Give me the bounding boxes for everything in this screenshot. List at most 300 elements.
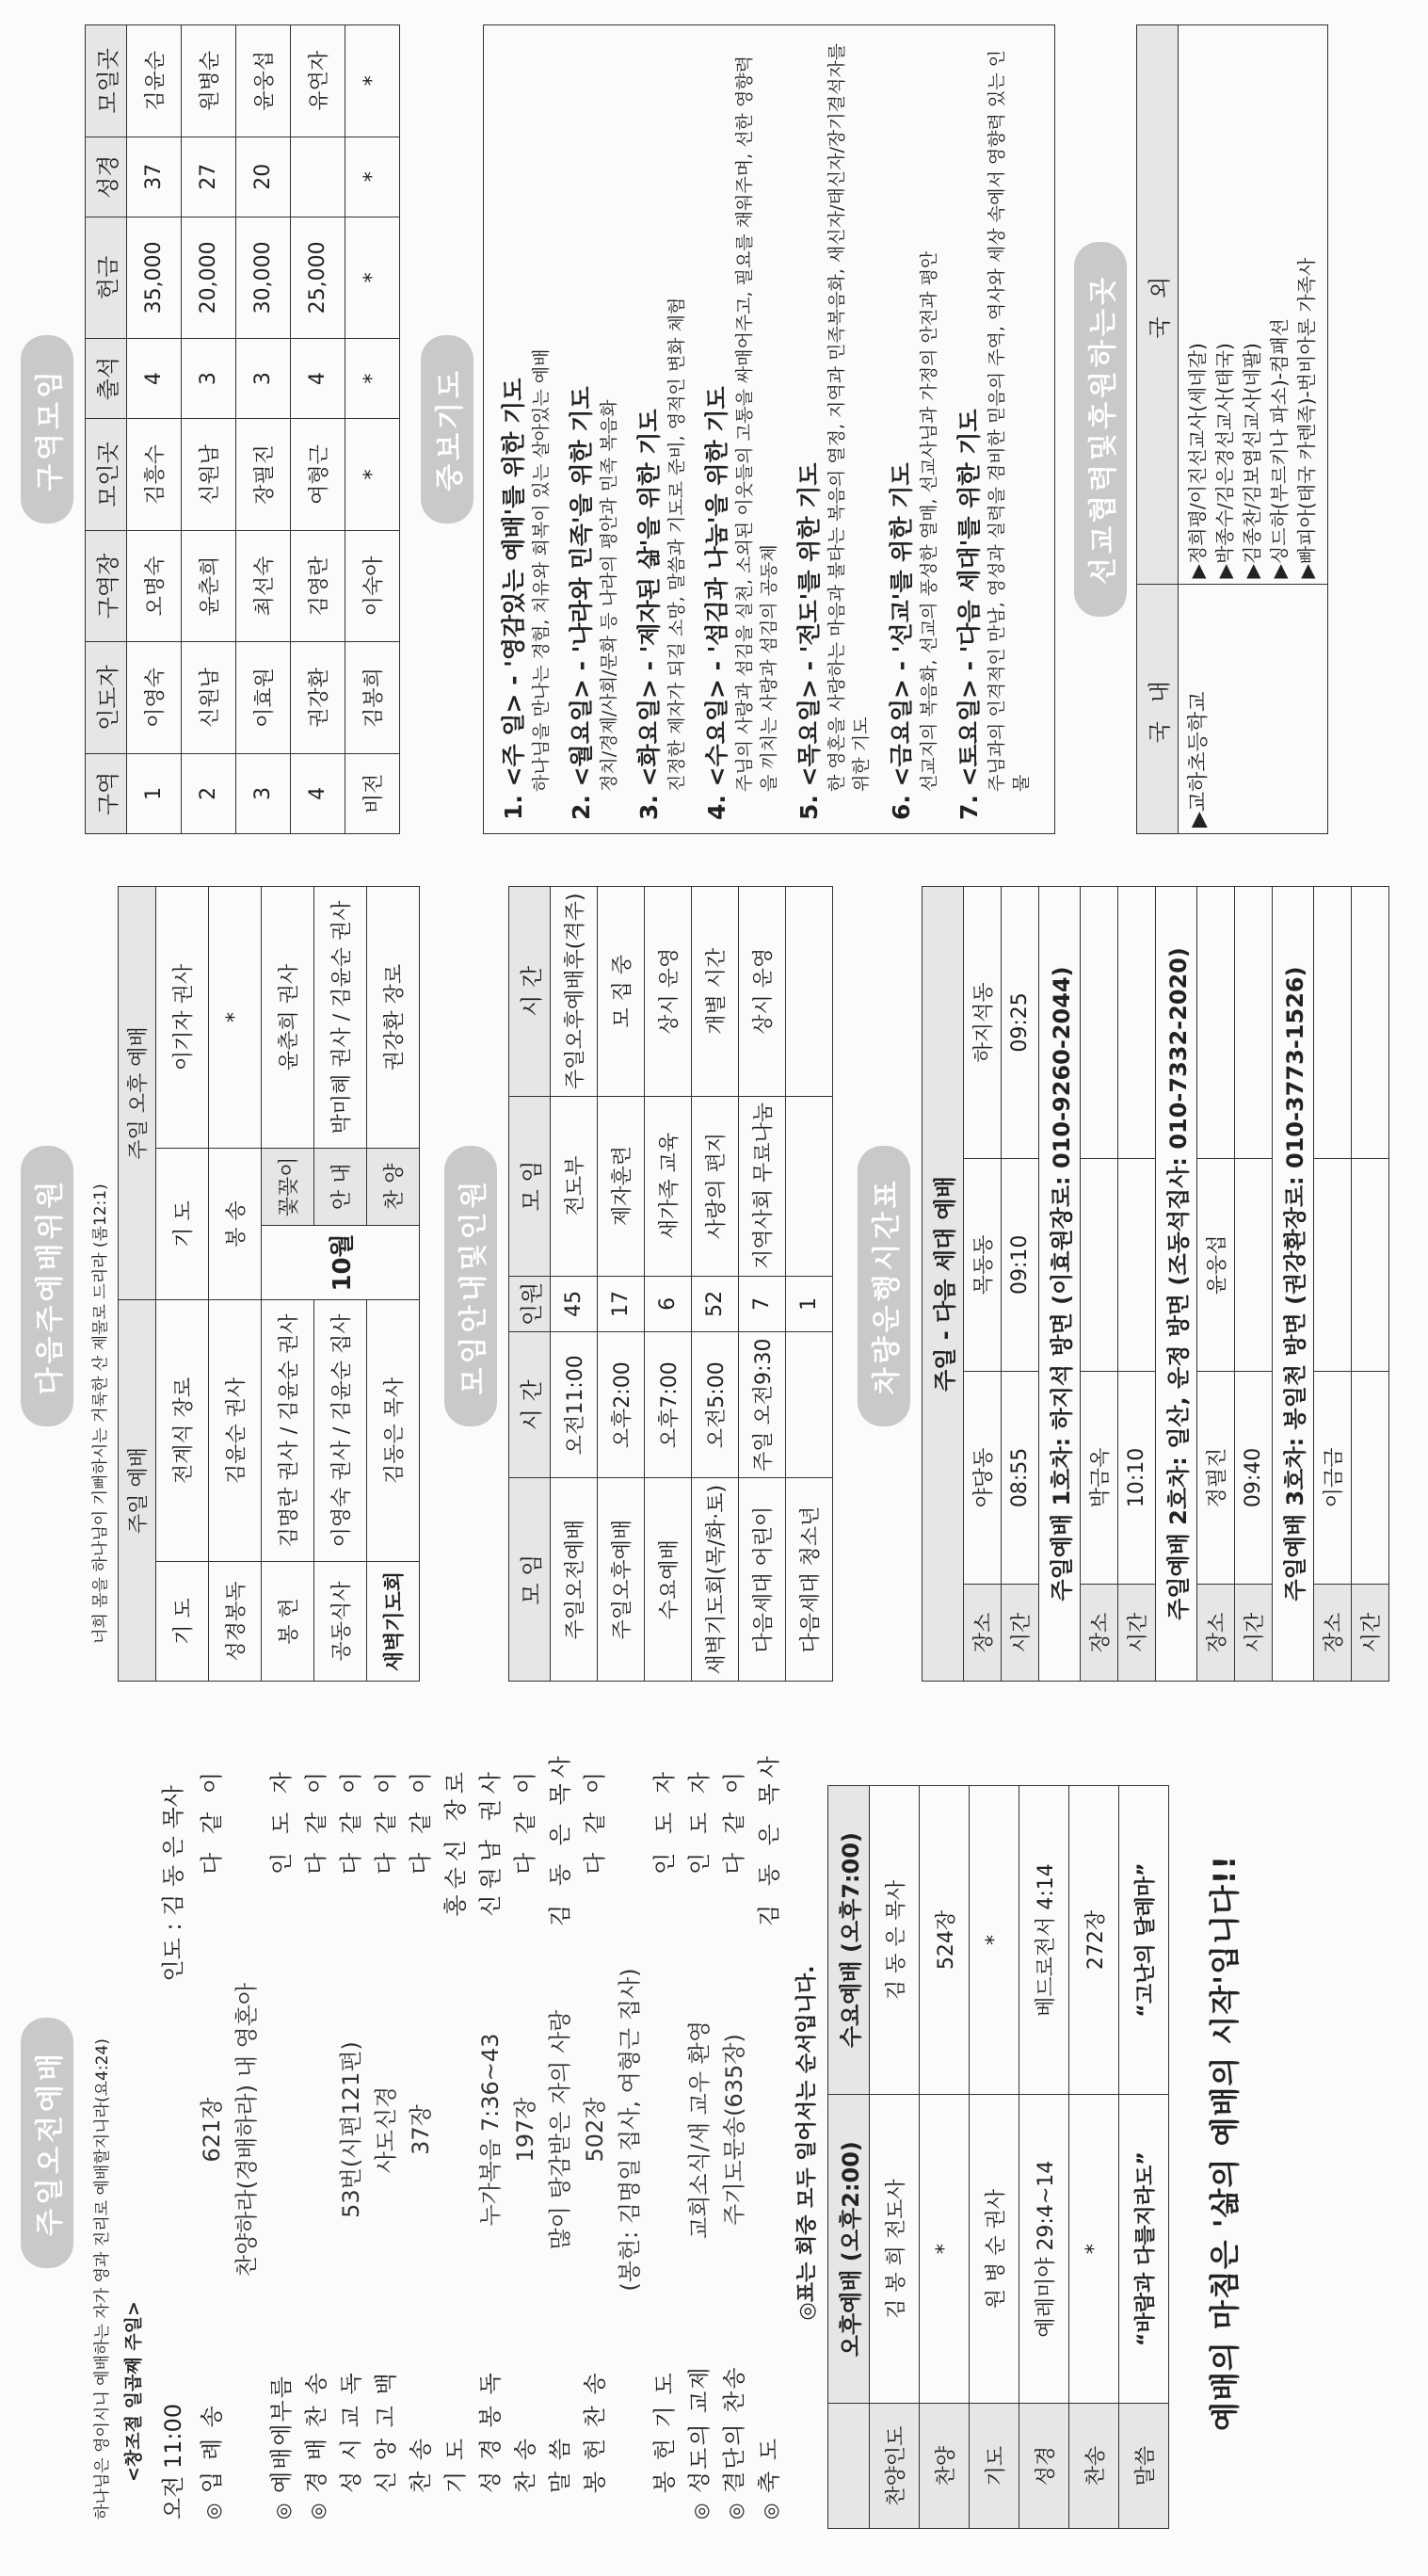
table-cell: 오전11:00 (551, 1332, 598, 1478)
row-label: 시간 (1235, 1585, 1273, 1682)
prayer-desc: 주님과의 인격적인 만남, 영성과 실력을 겸비한 믿음의 주역, 역사와 세상 속에서 영향력 있는 인물 (987, 49, 1032, 792)
order-item: 성 시 교 독 (338, 2371, 364, 2493)
closing-slogan: 예배의 마침은 '삶의 예배의 시작'입니다!! (1207, 1855, 1243, 2431)
table-cell: 정필진 (1197, 1371, 1235, 1584)
prayer-desc: 하나님을 만나는 경험, 치유와 회복이 있는 살아있는 예배 (531, 348, 552, 792)
table-cell: 이금금 (1314, 1371, 1352, 1584)
table-header-row (509, 887, 551, 1682)
table-cell: 김 봉 희 전도사 (870, 2095, 920, 2404)
table-cell: 20,000 (182, 217, 236, 338)
table-row (1273, 887, 1314, 1682)
order-person: 다 같 이 (303, 1766, 329, 1875)
order-detail: 621장 (199, 2097, 225, 2163)
order-person: 인 도 자 (268, 1766, 295, 1875)
prayer-title: 4. <수요일> - '섬김과 나눔'을 위한 기도 (703, 386, 730, 820)
role-label: 기 도 (156, 1149, 209, 1300)
column-header: 주일 오후 예배 (119, 887, 156, 1300)
table-cell: 09:10 (1002, 1158, 1039, 1371)
overseas-item: ▶정희평/이진선교사(세네갈) (1186, 343, 1209, 579)
table-cell: 이효원 (236, 642, 291, 754)
role-person: 이기자 권사 (156, 887, 209, 1149)
service-table (827, 1785, 1169, 2529)
order-row (715, 1766, 750, 2520)
order-person: 홍순신 장로 (442, 1766, 469, 1917)
role-person: 권강환 장로 (367, 887, 420, 1149)
table-cell (1314, 1158, 1352, 1371)
table-cell: 제자훈련 (598, 1096, 645, 1276)
column-header: 국 외 (1137, 25, 1179, 585)
role-label: 새벽기도회 (367, 1561, 420, 1681)
order-row (681, 1766, 715, 2520)
prayer-item (883, 39, 941, 820)
table-cell (1081, 887, 1118, 1159)
service-time: 오전 11:00 (160, 2403, 186, 2520)
role-label: 꽃꽂이 (262, 1149, 314, 1226)
prayer-item (698, 39, 781, 820)
column-header: 출석 (86, 338, 127, 418)
prayer-item (951, 39, 1034, 820)
order-row (437, 1766, 472, 2520)
table-row (182, 25, 236, 834)
table-cell: 272장 (1069, 1786, 1119, 2095)
district-table (85, 24, 400, 834)
mission-table (1136, 24, 1328, 834)
order-row (193, 1766, 228, 2520)
order-mark: ◎ (271, 2503, 294, 2520)
prayer-item (563, 39, 621, 820)
role-person: * (209, 887, 262, 1149)
order-person: 김 동 은 목사 (756, 1750, 782, 1926)
table-cell: 3 (182, 338, 236, 418)
table-row (645, 887, 692, 1682)
role-label: 안 내 (314, 1149, 367, 1226)
prayer-desc: 정치/경제/사회/문화 등 나라의 평안과 민족 복음화 (599, 399, 619, 792)
row-label: 말씀 (1119, 2404, 1169, 2529)
order-row (541, 1750, 576, 2520)
order-detail: 197장 (512, 2097, 538, 2163)
table-cell: 하지석동 (964, 887, 1002, 1159)
table-row (156, 887, 209, 1682)
order-person: 다 같 이 (512, 1766, 538, 1875)
order-mark: ◎ (306, 2503, 329, 2520)
table-cell: 신원남 (182, 642, 236, 754)
prayer-title: 5. <목요일> - '전도'를 위한 기도 (795, 462, 823, 820)
table-row (964, 887, 1002, 1682)
order-item: 축 도 (756, 2437, 782, 2493)
table-row (1039, 887, 1081, 1682)
column-header: 시 간 (509, 1332, 551, 1478)
row-label: 시간 (1002, 1585, 1039, 1682)
table-cell: 다음세대 어린이 (739, 1478, 786, 1682)
role-label: 봉 헌 (262, 1561, 314, 1681)
table-cell: 이영숙 (127, 642, 182, 754)
order-detail: (봉헌: 김명일 집사, 여형근 집사) (617, 1968, 643, 2292)
table-cell (291, 137, 345, 217)
order-person: 다 같 이 (408, 1766, 434, 1875)
column-header: 모 임 (509, 1478, 551, 1682)
prayer-title: 3. <화요일> - '제자된 삶'을 위한 기도 (635, 409, 663, 820)
table-row (345, 25, 400, 834)
schedule-column (0, 872, 1428, 1700)
order-detail: 주기도문송(635장) (721, 2034, 747, 2226)
order-person: 다 같 이 (721, 1766, 747, 1875)
table-cell: “바람과 다를지라도” (1119, 2095, 1169, 2404)
table-cell (1118, 1158, 1156, 1371)
role-person: 이영숙 권사 / 김윤순 집사 (314, 1299, 367, 1561)
table-cell: 김봉희 (345, 642, 400, 754)
table-row (209, 887, 262, 1682)
week-subtitle: <창조절 일곱째 주일> (123, 2301, 144, 2482)
prayer-item (495, 39, 554, 820)
column-header: 인도자 (86, 642, 127, 754)
table-cell: 09:25 (1002, 887, 1039, 1159)
order-person: 신원남 권사 (477, 1766, 504, 1917)
row-label: 기도 (970, 2404, 1019, 2529)
overseas-item: ▶싱드하(부르키나 파소)-컴패션 (1268, 318, 1291, 579)
table-cell (1314, 887, 1352, 1159)
table-header-row (86, 25, 127, 834)
table-row (1002, 887, 1039, 1682)
row-label: 장소 (1314, 1585, 1352, 1682)
order-of-worship (193, 1750, 785, 2520)
table-cell: 개별 시간 (692, 887, 739, 1097)
order-item: 봉 헌 찬 송 (582, 2371, 608, 2493)
order-detail: 누가복음 7:36~43 (477, 2033, 504, 2227)
table-cell: * (345, 419, 400, 531)
order-item: 입 례 송 (199, 2404, 225, 2493)
prayer-desc: 선교지의 복음화, 선교의 풍성한 열매, 선교사님과 가정의 안전과 평안 (919, 250, 939, 792)
table-row (920, 1786, 970, 2529)
role-person: 윤춘희 권사 (262, 887, 314, 1149)
prayer-item (791, 39, 874, 820)
table-cell: 원 병 순 권사 (970, 2095, 1019, 2404)
table-cell: 4 (291, 753, 345, 833)
table-cell: * (920, 2095, 970, 2404)
table-cell: 오전5:00 (692, 1332, 739, 1478)
table-cell: 윤웅섭 (1197, 1158, 1235, 1371)
table-cell: 새가족 교육 (645, 1096, 692, 1276)
table-cell: 새벽기도회(목/화·토) (692, 1478, 739, 1682)
table-header-row (1137, 25, 1179, 834)
column-header: 오후예배 (오후2:00) (828, 2095, 870, 2404)
order-row (472, 1766, 506, 2520)
table-row (1119, 1786, 1169, 2529)
bus-route-1: 주일예배 1호차: 하지석 방면 (이효원장로: 010-9260-2044) (1039, 887, 1081, 1682)
domestic-item: ▶교하초등학교 (1187, 691, 1211, 828)
prayer-title: 2. <월요일> - '나라와 민족'을 위한 기도 (568, 386, 595, 820)
row-label: 시간 (1118, 1585, 1156, 1682)
table-cell: 김윤순 (127, 25, 182, 137)
table-cell: 7 (739, 1276, 786, 1332)
role-label: 찬 양 (367, 1149, 420, 1226)
table-cell (786, 1096, 833, 1276)
row-label: 찬양인도 (870, 2404, 920, 2529)
order-person: 인 도 자 (686, 1766, 713, 1875)
table-row (1179, 25, 1328, 834)
order-person: 다 같 이 (373, 1766, 399, 1875)
table-cell: 김영란 (291, 530, 345, 642)
table-row (786, 887, 833, 1682)
table-cell: 신원남 (182, 419, 236, 531)
table-cell: 52 (692, 1276, 739, 1332)
order-mark: ◎ (759, 2503, 781, 2520)
table-row (291, 25, 345, 834)
table-row (236, 25, 291, 834)
order-row (332, 1766, 367, 2520)
table-header-row (828, 1786, 870, 2529)
table-cell: 20 (236, 137, 291, 217)
prayer-title: 6. <금요일> - '선교'를 위한 기도 (888, 462, 915, 820)
order-item: 결단의 찬송 (721, 2365, 747, 2493)
table-cell: 사랑의 편지 (692, 1096, 739, 1276)
order-item: 예배에부름 (268, 2375, 295, 2493)
prayer-desc: 진정한 제자가 되길 소망, 말씀과 기도로 준비, 영적인 변화 체험 (666, 297, 687, 792)
role-label: 성경봉독 (209, 1561, 262, 1681)
table-row (598, 887, 645, 1682)
prayer-desc: 한 영혼을 사랑하는 마음과 불타는 복음의 열정, 지역과 민족복음화, 새신자/태신자/장기결석자를 위한 기도 (826, 42, 872, 792)
order-detail: 교회소식/새 교우 환영 (686, 2021, 713, 2239)
table-cell: 6 (645, 1276, 692, 1332)
table-cell (786, 887, 833, 1097)
order-item: 신 앙 고 백 (373, 2371, 399, 2493)
prayer-heading: 중보기도 (421, 335, 473, 523)
table-cell: 수요예배 (645, 1478, 692, 1682)
table-cell: 여형근 (291, 419, 345, 531)
table-cell: 10:10 (1118, 1371, 1156, 1584)
order-row (297, 1766, 332, 2520)
role-label: 공동식사 (314, 1561, 367, 1681)
table-cell (1352, 1158, 1389, 1371)
order-detail: 37장 (408, 2104, 434, 2155)
table-row (262, 887, 314, 1682)
role-label: 기 도 (156, 1561, 209, 1681)
table-cell: 4 (291, 338, 345, 418)
row-label: 성경 (1019, 2404, 1069, 2529)
table-cell: * (1069, 2095, 1119, 2404)
table-cell: 상시 운영 (739, 887, 786, 1097)
table-cell: 27 (182, 137, 236, 217)
vehicle-title: 주일 - 다음 세대 예배 (923, 887, 964, 1682)
table-cell (1352, 887, 1389, 1159)
table-cell: * (345, 25, 400, 137)
order-person: 김 동 은 목사 (547, 1750, 573, 1926)
order-row (402, 1766, 437, 2520)
table-row (127, 25, 182, 834)
table-cell: 김흥수 (127, 419, 182, 531)
order-mark: ◎ (689, 2503, 712, 2520)
table-cell: 박금옥 (1081, 1371, 1118, 1584)
prayer-title: 7. <토요일> - '다음 세대'를 위한 기도 (955, 409, 983, 820)
column-header: 주일 예배 (119, 1299, 156, 1681)
service-leader: 인도 : 김 동 은 목사 (160, 1785, 186, 1982)
order-row (750, 1750, 785, 2520)
table-row (1352, 887, 1389, 1682)
table-cell (786, 1332, 833, 1478)
table-cell: 1 (786, 1276, 833, 1332)
order-row (611, 1766, 646, 2520)
next-week-heading: 다음주예배위원 (21, 1146, 73, 1427)
column-header: 구역장 (86, 530, 127, 642)
table-cell: 야당동 (964, 1371, 1002, 1584)
table-cell: 최선숙 (236, 530, 291, 642)
table-cell: 35,000 (127, 217, 182, 338)
table-cell: 25,000 (291, 217, 345, 338)
order-row (646, 1766, 681, 2520)
table-cell: 예레미야 29:4~14 (1019, 2095, 1069, 2404)
row-label: 시간 (1352, 1585, 1389, 1682)
table-cell: 주일오후예배후(격주) (551, 887, 598, 1097)
table-cell: 4 (127, 338, 182, 418)
table-row (692, 887, 739, 1682)
order-item: 성 경 봉 독 (477, 2371, 504, 2493)
next-week-table (118, 886, 420, 1682)
table-cell: 524장 (920, 1786, 970, 2095)
order-detail: 많이 탕감받은 자의 사랑 (547, 2009, 573, 2250)
table-cell: 17 (598, 1276, 645, 1332)
table-cell: 1 (127, 753, 182, 833)
row-label: 장소 (1197, 1585, 1235, 1682)
table-cell: 주일오후예배 (598, 1478, 645, 1682)
table-cell: 주일오전예배 (551, 1478, 598, 1682)
role-person: 김윤순 권사 (209, 1299, 262, 1561)
prayer-item (631, 39, 689, 820)
table-cell: “고난의 달레마” (1119, 1786, 1169, 2095)
standing-note: ◎표는 회중 모두 일어서는 순서입니다. (795, 1965, 819, 2321)
table-cell: 권강환 (291, 642, 345, 754)
column-header: 헌금 (86, 217, 127, 338)
column-header (828, 2404, 870, 2529)
table-cell: 09:40 (1235, 1371, 1273, 1584)
order-item: 경 배 찬 송 (303, 2371, 329, 2493)
prayer-title: 1. <주 일> - '영감있는 예배'를 위한 기도 (500, 378, 527, 820)
role-person: 전계식 장로 (156, 1299, 209, 1561)
table-cell (1081, 1158, 1118, 1371)
order-row (228, 1766, 263, 2520)
order-item: 기 도 (442, 2437, 469, 2493)
table-row (923, 887, 964, 1682)
table-cell: 윤웅섭 (236, 25, 291, 137)
table-row (1118, 887, 1156, 1682)
role-person: 박미혜 권사 / 김윤순 권사 (314, 887, 367, 1149)
table-cell: 30,000 (236, 217, 291, 338)
table-cell: 3 (236, 338, 291, 418)
prayer-box (483, 24, 1055, 834)
table-cell: 2 (182, 753, 236, 833)
column-header: 모인곳 (86, 419, 127, 531)
column-header: 모 임 (509, 1096, 551, 1276)
column-header: 모일곳 (86, 25, 127, 137)
column-header: 구역 (86, 753, 127, 833)
district-heading: 구역모임 (21, 335, 73, 523)
table-cell: 비전 (345, 753, 400, 833)
table-cell: * (970, 1786, 1019, 2095)
morning-worship-heading: 주일오전예배 (21, 2018, 73, 2268)
table-cell (1235, 1158, 1273, 1371)
table-cell: * (345, 338, 400, 418)
order-person: 다 같 이 (338, 1766, 364, 1875)
order-row (576, 1766, 611, 2520)
table-cell: 3 (236, 753, 291, 833)
bus-route-2: 주일예배 2호차: 일산, 운정 방면 (조동석집사: 010-7332-2020) (1156, 887, 1197, 1682)
order-detail: 502장 (582, 2097, 608, 2163)
table-cell: 모 집 중 (598, 887, 645, 1097)
table-cell: * (345, 137, 400, 217)
order-item: 찬 송 (512, 2437, 538, 2493)
table-cell: 주일 오전9:30 (739, 1332, 786, 1478)
column-header: 인원 (509, 1276, 551, 1332)
column-header: 국 내 (1137, 585, 1179, 834)
column-header: 수요예배 (오후7:00) (828, 1786, 870, 2095)
table-cell: 장필진 (236, 419, 291, 531)
mission-heading: 선교협력및후원하는곳 (1074, 242, 1127, 617)
table-row (1197, 887, 1235, 1682)
vehicle-heading: 차량운행시간표 (858, 1146, 910, 1427)
role-person: 김명란 권사 / 김윤순 권사 (262, 1299, 314, 1561)
domestic-list (1179, 585, 1328, 834)
table-cell: 전도부 (551, 1096, 598, 1276)
table-cell: 08:55 (1002, 1371, 1039, 1584)
order-detail: 53번(시편121편) (338, 2041, 364, 2218)
table-cell: 김 동 은 목사 (870, 1786, 920, 2095)
table-row (1081, 887, 1118, 1682)
order-item: 봉 헌 기 도 (651, 2371, 678, 2493)
row-label: 찬양 (920, 2404, 970, 2529)
table-row (1235, 887, 1273, 1682)
order-mark: ◎ (201, 2503, 224, 2520)
table-cell (1352, 1371, 1389, 1584)
role-person: 김동은 목사 (367, 1299, 420, 1561)
table-row (1314, 887, 1352, 1682)
table-cell: 원병순 (182, 25, 236, 137)
table-header-row (119, 887, 156, 1682)
order-row (367, 1766, 402, 2520)
order-row (506, 1766, 541, 2520)
order-mark: ◎ (724, 2503, 746, 2520)
table-cell: 베드로전서 4:14 (1019, 1786, 1069, 2095)
table-cell (1235, 887, 1273, 1159)
meetings-heading: 모임안내및인원 (444, 1146, 497, 1427)
overseas-item: ▶김종찬/김보엽선교사(네팔) (1241, 343, 1263, 579)
table-cell: 지역사회 무료나눔 (739, 1096, 786, 1276)
table-cell: 윤춘희 (182, 530, 236, 642)
row-label: 찬송 (1069, 2404, 1119, 2529)
meetings-table (508, 886, 833, 1682)
order-row (263, 1766, 297, 2520)
table-cell: 다음세대 청소년 (786, 1478, 833, 1682)
table-cell: 45 (551, 1276, 598, 1332)
row-label: 장소 (1081, 1585, 1118, 1682)
prayer-desc: 주님의 사랑과 섬김을 실천, 소외된 이웃들의 고통을 싸매어주고, 필요를 채워주며, 선한 영향력을 끼치는 사랑과 섬김의 공동체 (734, 55, 779, 792)
table-row (739, 887, 786, 1682)
order-item: 찬 송 (408, 2437, 434, 2493)
table-cell: * (345, 217, 400, 338)
morning-worship-column (0, 1729, 1428, 2557)
vehicle-table (922, 886, 1389, 1682)
overseas-item: ▶빠피아(태국 카렌족)-번비아론 가족사 (1295, 257, 1318, 579)
table-cell: 오후2:00 (598, 1332, 645, 1478)
table-row (551, 887, 598, 1682)
column-header: 시 간 (509, 887, 551, 1097)
table-row (970, 1786, 1019, 2529)
table-cell: 오후7:00 (645, 1332, 692, 1478)
overseas-item: ▶박종수/김은경선교사(태국) (1213, 343, 1236, 579)
table-row (870, 1786, 920, 2529)
overseas-list (1179, 25, 1328, 585)
table-cell: 상시 운영 (645, 887, 692, 1097)
table-cell: 목동동 (964, 1158, 1002, 1371)
column-header: 성경 (86, 137, 127, 217)
order-detail: 사도신경 (373, 2085, 399, 2174)
